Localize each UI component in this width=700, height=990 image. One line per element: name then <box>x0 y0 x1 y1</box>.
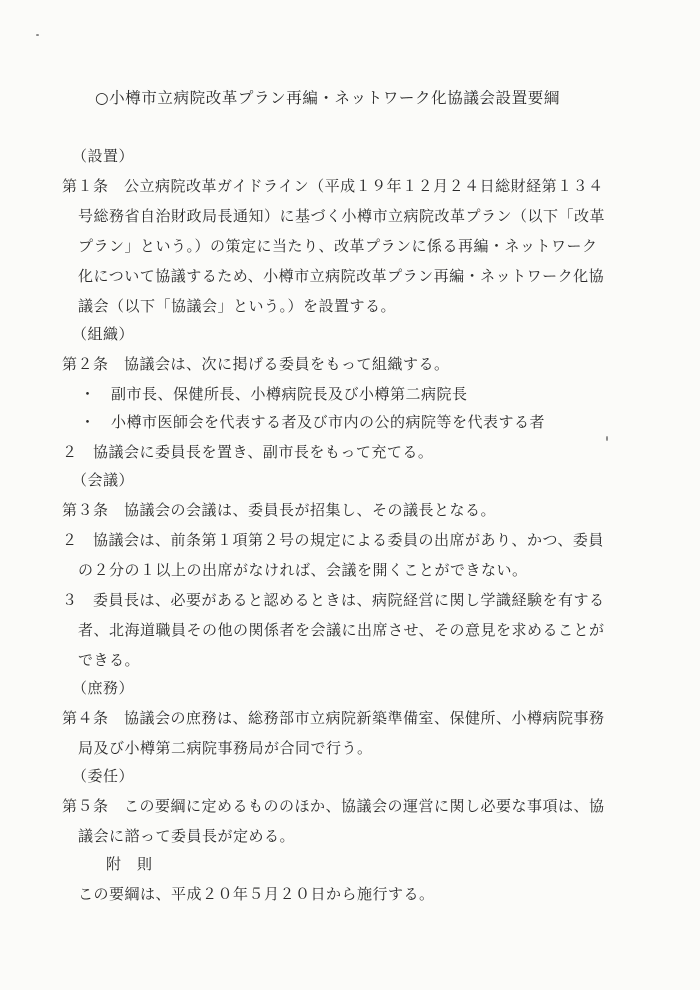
article-5-line-2: 議会に諮って委員長が定める。 <box>78 827 296 845</box>
article-1-line-3: プラン」という。）の策定に当たり、改革プランに係る再編・ネットワーク <box>78 237 598 255</box>
article-4-line-1: 第４条 協議会の庶務は、総務部市立病院新築準備室、保健所、小樽病院事務 <box>62 709 605 727</box>
supplementary-provisions-heading: 附 則 <box>106 855 153 873</box>
article-2-bullet-1: ・ 副市長、保健所長、小樽病院長及び小樽第二病院長 <box>80 385 468 403</box>
article-2-line-1: 第２条 協議会は、次に掲げる委員をもって組織する。 <box>62 355 450 373</box>
article-1-line-1: 第１条 公立病院改革ガイドライン（平成１９年１２月２４日総財経第１３４ <box>62 177 604 195</box>
article-5-line-1: 第５条 この要綱に定めるもののほか、協議会の運営に関し必要な事項は、協 <box>62 797 605 815</box>
article-1-line-2: 号総務省自治財政局長通知）に基づく小樽市立病院改革プラン（以下「改革 <box>78 207 606 225</box>
article-2-bullet-2: ・ 小樽市医師会を代表する者及び市内の公的病院等を代表する者 <box>80 413 546 431</box>
article-3-paragraph-3-line-2: 者、北海道職員その他の関係者を会議に出席させ、その意見を求めることが <box>78 621 605 639</box>
article-3-paragraph-2-line-1: ２ 協議会は、前条第１項第２号の規定による委員の出席があり、かつ、委員 <box>62 531 604 549</box>
article-1-line-4: 化について協議するため、小樽市立病院改革プラン再編・ネットワーク化協 <box>78 267 605 285</box>
article-3-line-1: 第３条 協議会の会議は、委員長が招集し、その議長となる。 <box>62 501 497 519</box>
article-1-line-5: 議会（以下「協議会」という。）を設置する。 <box>78 297 397 315</box>
heading-meetings: （会議） <box>72 471 135 489</box>
article-3-paragraph-2-line-2: の２分の１以上の出席がなければ、会議を開くことができない。 <box>78 561 528 579</box>
article-2-paragraph-2: ２ 協議会に委員長を置き、副市長をもって充てる。 <box>62 443 434 461</box>
heading-organization: （組織） <box>72 325 135 343</box>
effective-date-line: この要綱は、平成２０年５月２０日から施行する。 <box>78 885 435 903</box>
scan-speck <box>606 436 608 441</box>
article-4-line-2: 局及び小樽第二病院事務局が合同で行う。 <box>78 739 373 757</box>
article-3-paragraph-3-line-1: ３ 委員長は、必要があると認めるときは、病院経営に関し学識経験を有する <box>62 591 605 609</box>
document-title: ○小樽市立病院改革プラン再編・ネットワーク化協議会設置要綱 <box>95 89 560 107</box>
scan-speck <box>36 34 39 36</box>
heading-delegation: （委任） <box>72 767 135 785</box>
article-3-paragraph-3-line-3: できる。 <box>78 651 141 669</box>
heading-establishment: （設置） <box>72 147 135 165</box>
heading-general-affairs: （庶務） <box>72 679 135 697</box>
